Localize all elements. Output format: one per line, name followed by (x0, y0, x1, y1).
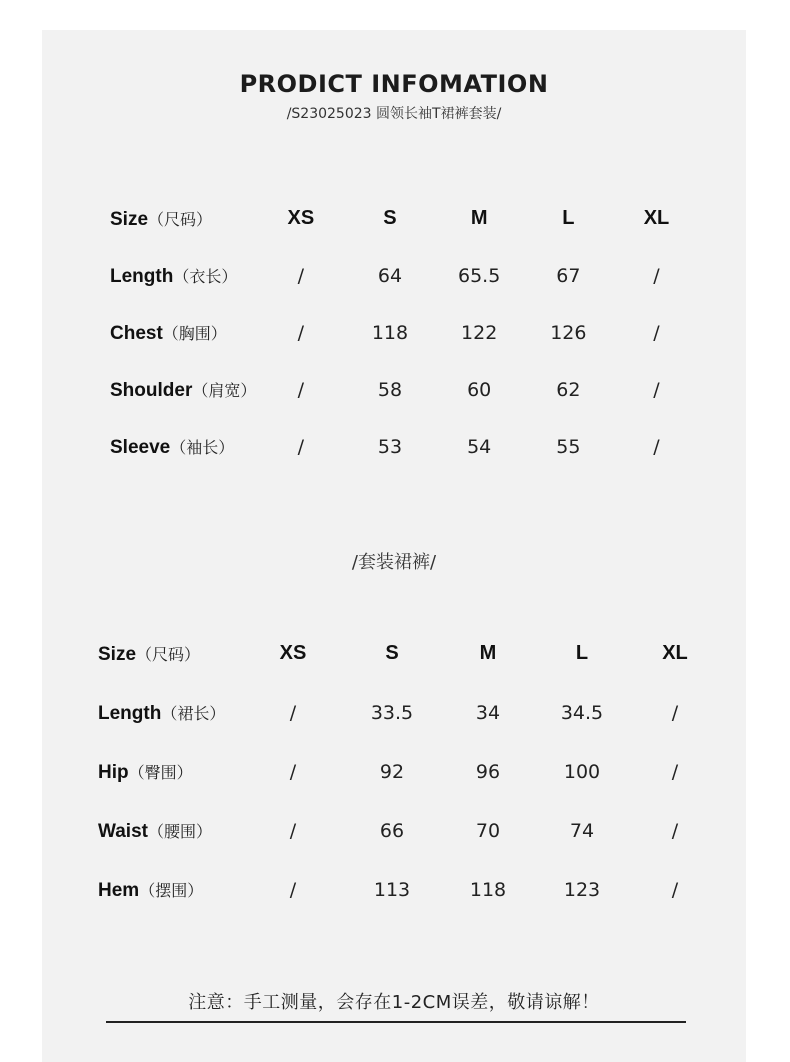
table-cell: / (653, 321, 660, 344)
table-cell: / (289, 819, 297, 842)
measurement-note: 注意：手工测量，会存在1-2CM误差，敬请谅解！ (188, 992, 600, 1013)
table-row (110, 361, 700, 418)
table-cell: 122 (461, 321, 498, 344)
section-title: /套装裙裤/ (351, 552, 437, 573)
table-row (110, 247, 700, 304)
page-title: PRODICT INFOMATION (239, 70, 549, 98)
row-label: Shoulder（肩宽） (110, 379, 257, 401)
table-cell: 118 (371, 321, 409, 344)
row-label: Size（尺码） (98, 643, 201, 665)
row-label: Waist（腰围） (98, 820, 212, 842)
top-size-table (110, 190, 700, 475)
size-header: XS (287, 207, 315, 229)
table-header-row (110, 190, 700, 247)
size-header: L (562, 207, 575, 229)
table-cell: / (671, 760, 679, 783)
table-row (110, 304, 700, 361)
table-cell: / (671, 701, 679, 724)
divider (106, 1021, 686, 1023)
size-header: S (383, 207, 397, 229)
table-row (98, 683, 722, 742)
size-header: M (479, 642, 497, 664)
row-label: Chest（胸围） (110, 322, 227, 344)
row-label: Length（衣长） (110, 265, 238, 287)
table-cell: / (671, 878, 679, 901)
table-cell: 123 (563, 878, 601, 901)
table-cell: 64 (377, 264, 403, 287)
table-cell: / (297, 321, 305, 344)
table-cell: 67 (556, 264, 581, 287)
table-cell: / (653, 264, 660, 287)
table-cell: 58 (377, 378, 403, 401)
table-cell: / (289, 701, 297, 724)
table-cell: 96 (475, 760, 501, 783)
table-cell: 100 (563, 760, 601, 783)
row-label: Length（裙长） (98, 702, 226, 724)
size-header: L (575, 642, 589, 664)
table-row (110, 418, 700, 475)
table-cell: / (289, 878, 297, 901)
table-cell: 55 (556, 435, 581, 458)
table-cell: / (653, 378, 660, 401)
table-cell: / (671, 819, 679, 842)
table-cell: 62 (556, 378, 581, 401)
row-label: Size（尺码） (110, 208, 213, 230)
table-cell: 34.5 (560, 701, 604, 724)
table-cell: / (297, 264, 305, 287)
size-header: S (385, 642, 399, 664)
table-cell: / (289, 760, 297, 783)
product-subtitle: /S23025023 圆领长袖T裙裤套装/ (286, 106, 502, 122)
table-cell: / (653, 435, 660, 458)
table-cell: 92 (379, 760, 405, 783)
table-cell: 66 (379, 819, 405, 842)
table-cell: / (297, 378, 305, 401)
table-cell: / (297, 435, 305, 458)
size-header: M (470, 207, 488, 229)
table-cell: 34 (475, 701, 501, 724)
table-cell: 65.5 (458, 264, 501, 287)
table-cell: 118 (469, 878, 507, 901)
table-row (98, 801, 722, 860)
table-cell: 70 (475, 819, 501, 842)
bottom-size-table (98, 624, 722, 919)
size-header: XL (662, 642, 688, 664)
table-cell: 33.5 (370, 701, 414, 724)
size-header: XL (643, 207, 670, 229)
table-row (98, 860, 722, 919)
row-label: Hip（臀围） (98, 761, 193, 783)
row-label: Sleeve（袖长） (110, 436, 235, 458)
table-cell: 126 (550, 321, 587, 344)
row-label: Hem（摆围） (98, 879, 204, 901)
table-cell: 74 (569, 819, 595, 842)
table-cell: 53 (377, 435, 403, 458)
table-header-row (98, 624, 722, 683)
size-header: XS (279, 642, 307, 664)
table-row (98, 742, 722, 801)
table-cell: 113 (373, 878, 411, 901)
table-cell: 60 (467, 378, 492, 401)
table-cell: 54 (467, 435, 492, 458)
